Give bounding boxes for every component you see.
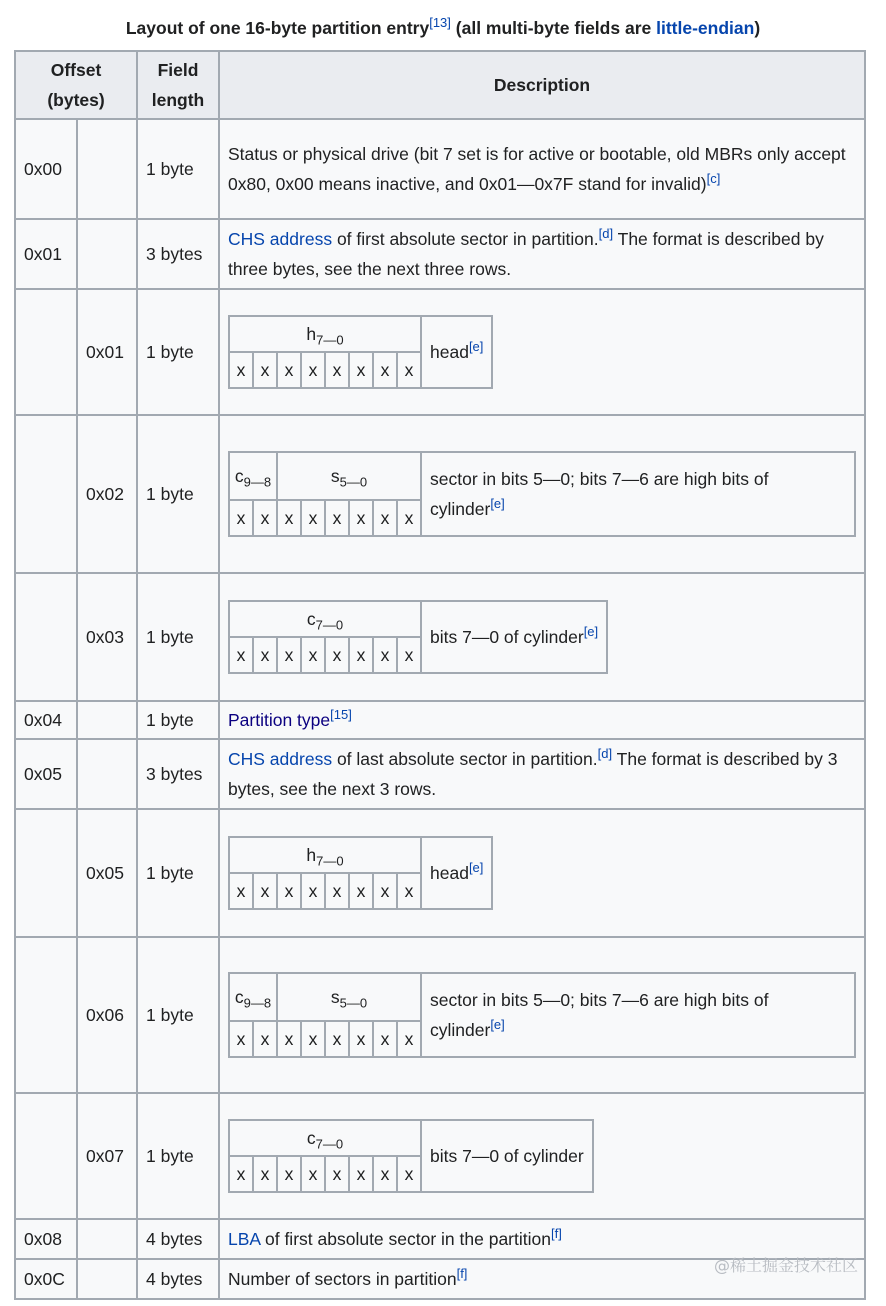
bit-layout-table bbox=[228, 451, 856, 537]
bit-cell: x bbox=[229, 500, 253, 536]
table-row bbox=[15, 415, 865, 573]
sub-offset-cell bbox=[77, 701, 137, 739]
bit-cell: x bbox=[349, 637, 373, 673]
bit-cell: x bbox=[325, 500, 349, 536]
offset-cell: 0x00 bbox=[15, 119, 77, 219]
bit-cell: x bbox=[349, 1021, 373, 1057]
bit-cell: x bbox=[277, 873, 301, 909]
description-cell bbox=[219, 1093, 865, 1219]
bit-description: sector in bits 5—0; bits 7—6 are high bits of cylinder[e] bbox=[421, 452, 855, 536]
bit-cell: x bbox=[229, 1021, 253, 1057]
ref-e-link[interactable]: [e] bbox=[468, 860, 484, 876]
bit-cell: x bbox=[397, 637, 421, 673]
partition-type-link[interactable]: Partition type bbox=[228, 710, 331, 730]
offset-cell bbox=[15, 415, 77, 573]
bit-description: sector in bits 5—0; bits 7—6 are high bits of cylinder[e] bbox=[421, 973, 855, 1057]
offset-cell: 0x04 bbox=[15, 701, 77, 739]
length-cell: 1 byte bbox=[137, 809, 219, 937]
offset-cell: 0x08 bbox=[15, 1219, 77, 1259]
description-cell bbox=[219, 289, 865, 415]
bit-group-header: $s_{5—0}$ bbox=[277, 973, 421, 1021]
partition-entry-table bbox=[14, 50, 866, 1300]
length-cell: 1 byte bbox=[137, 1093, 219, 1219]
sub-offset-cell bbox=[77, 119, 137, 219]
bit-cell: x bbox=[373, 500, 397, 536]
offset-cell bbox=[15, 1093, 77, 1219]
bit-cell: x bbox=[397, 1021, 421, 1057]
header-row bbox=[15, 51, 865, 119]
offset-cell: 0x0C bbox=[15, 1259, 77, 1299]
bit-cell: x bbox=[253, 1156, 277, 1192]
sub-offset-cell: 0x03 bbox=[77, 573, 137, 701]
bit-cell: x bbox=[325, 1021, 349, 1057]
bit-cell: x bbox=[397, 352, 421, 388]
bit-cell: x bbox=[325, 1156, 349, 1192]
table-row bbox=[15, 119, 865, 219]
length-cell: 1 byte bbox=[137, 573, 219, 701]
bit-cell: x bbox=[349, 500, 373, 536]
lba-link[interactable]: LBA bbox=[228, 1229, 261, 1249]
ref-15-link[interactable]: [15] bbox=[330, 707, 352, 723]
bit-cell: x bbox=[277, 500, 301, 536]
table-row bbox=[15, 937, 865, 1093]
bit-cell: x bbox=[301, 352, 325, 388]
sub-offset-cell: 0x06 bbox=[77, 937, 137, 1093]
bit-cell: x bbox=[373, 637, 397, 673]
bit-layout-table bbox=[228, 836, 493, 910]
sub-offset-cell: 0x01 bbox=[77, 289, 137, 415]
bit-group-header: $c_{7—0}$ bbox=[229, 601, 421, 637]
offset-cell bbox=[15, 573, 77, 701]
ref-d-link[interactable]: [d] bbox=[598, 226, 614, 242]
bit-cell: x bbox=[277, 637, 301, 673]
description-cell: CHS address of last absolute sector in partition.[d] The format is described by 3 bytes, see the next 3 rows. bbox=[219, 739, 865, 809]
bit-cell: x bbox=[349, 873, 373, 909]
little-endian-link[interactable]: little-endian bbox=[656, 18, 755, 38]
sub-offset-cell: 0x02 bbox=[77, 415, 137, 573]
bit-cell: x bbox=[397, 500, 421, 536]
offset-cell bbox=[15, 809, 77, 937]
bit-cell: x bbox=[229, 352, 253, 388]
bit-group-header: $c_{9—8}$ bbox=[229, 452, 277, 500]
header-description: Description bbox=[219, 51, 865, 119]
bit-cell: x bbox=[349, 1156, 373, 1192]
length-cell: 1 byte bbox=[137, 415, 219, 573]
bit-cell: x bbox=[253, 873, 277, 909]
bit-cell: x bbox=[373, 1156, 397, 1192]
description-cell bbox=[219, 937, 865, 1093]
bit-cell: x bbox=[277, 1156, 301, 1192]
bit-cell: x bbox=[397, 1156, 421, 1192]
sub-offset-cell: 0x05 bbox=[77, 809, 137, 937]
bit-cell: x bbox=[253, 352, 277, 388]
bit-layout-table bbox=[228, 600, 608, 674]
ref-f-link[interactable]: [f] bbox=[550, 1226, 562, 1242]
length-cell: 3 bytes bbox=[137, 219, 219, 289]
bit-cell: x bbox=[325, 637, 349, 673]
description-cell: LBA of first absolute sector in the partition[f] bbox=[219, 1219, 865, 1259]
length-cell: 1 byte bbox=[137, 701, 219, 739]
bit-description: bits 7—0 of cylinder bbox=[421, 1120, 593, 1192]
bit-cell: x bbox=[277, 352, 301, 388]
chs-address-link[interactable]: CHS address bbox=[228, 229, 333, 249]
bit-group-header: $c_{7—0}$ bbox=[229, 1120, 421, 1156]
bit-cell: x bbox=[301, 873, 325, 909]
bit-description: bits 7—0 of cylinder[e] bbox=[421, 601, 607, 673]
description-cell bbox=[219, 573, 865, 701]
sub-offset-cell: 0x07 bbox=[77, 1093, 137, 1219]
table-row bbox=[15, 289, 865, 415]
bit-cell: x bbox=[373, 352, 397, 388]
table-row bbox=[15, 701, 865, 739]
description-cell bbox=[219, 701, 865, 739]
ref-f-link[interactable]: [f] bbox=[456, 1266, 468, 1282]
watermark: @稀土掘金技术社区 bbox=[713, 1256, 858, 1275]
offset-cell: 0x05 bbox=[15, 739, 77, 809]
table-caption: Layout of one 16-byte partition entry[13] (all multi-byte fields are little-endian) bbox=[125, 15, 761, 38]
bit-cell: x bbox=[397, 873, 421, 909]
sub-offset-cell bbox=[77, 1259, 137, 1299]
bit-cell: x bbox=[301, 1156, 325, 1192]
bit-group-header: $s_{5—0}$ bbox=[277, 452, 421, 500]
bit-layout-table bbox=[228, 315, 493, 389]
description-cell: Number of sectors in partition[f] bbox=[219, 1259, 865, 1299]
length-cell: 1 byte bbox=[137, 937, 219, 1093]
bit-layout-table bbox=[228, 1119, 594, 1193]
description-cell: CHS address of first absolute sector in partition.[d] The format is described by three bytes, see the next three rows. bbox=[219, 219, 865, 289]
description-cell bbox=[219, 415, 865, 573]
ref-d-link[interactable]: [d] bbox=[597, 746, 613, 762]
ref-e-link[interactable]: [e] bbox=[490, 1017, 505, 1033]
length-cell: 4 bytes bbox=[137, 1219, 219, 1259]
bit-description: head[e] bbox=[421, 837, 492, 909]
bit-group-header: $h_{7—0}$ bbox=[229, 316, 421, 352]
table-row bbox=[15, 739, 865, 809]
header-offset: Offset (bytes) bbox=[15, 51, 137, 119]
table-row bbox=[15, 219, 865, 289]
length-cell: 4 bytes bbox=[137, 1259, 219, 1299]
bit-description: head[e] bbox=[421, 316, 492, 388]
ref-e-link[interactable]: [e] bbox=[583, 624, 599, 640]
bit-cell: x bbox=[253, 637, 277, 673]
offset-cell bbox=[15, 289, 77, 415]
bit-cell: x bbox=[277, 1021, 301, 1057]
table-row bbox=[15, 809, 865, 937]
bit-cell: x bbox=[253, 500, 277, 536]
header-field-length: Field length bbox=[137, 51, 219, 119]
sub-offset-cell bbox=[77, 1219, 137, 1259]
offset-cell: 0x01 bbox=[15, 219, 77, 289]
bit-group-header: $h_{7—0}$ bbox=[229, 837, 421, 873]
length-cell: 1 byte bbox=[137, 119, 219, 219]
bit-cell: x bbox=[301, 637, 325, 673]
sub-offset-cell bbox=[77, 739, 137, 809]
bit-cell: x bbox=[349, 352, 373, 388]
bit-cell: x bbox=[229, 873, 253, 909]
table-row bbox=[15, 573, 865, 701]
bit-cell: x bbox=[301, 500, 325, 536]
offset-cell bbox=[15, 937, 77, 1093]
table-row bbox=[15, 1093, 865, 1219]
ref-e-link[interactable]: [e] bbox=[490, 496, 505, 512]
length-cell: 1 byte bbox=[137, 289, 219, 415]
ref-13-link[interactable]: [13] bbox=[429, 15, 451, 31]
ref-c-link[interactable]: [c] bbox=[706, 171, 721, 187]
description-cell bbox=[219, 809, 865, 937]
bit-cell: x bbox=[325, 873, 349, 909]
sub-offset-cell bbox=[77, 219, 137, 289]
bit-group-header: $c_{9—8}$ bbox=[229, 973, 277, 1021]
bit-cell: x bbox=[301, 1021, 325, 1057]
bit-cell: x bbox=[325, 352, 349, 388]
description-cell: Status or physical drive (bit 7 set is for active or bootable, old MBRs only accept 0x80, 0x00 means inactive, and 0x01—0x7F stand for invalid)[c] bbox=[219, 119, 865, 219]
bit-cell: x bbox=[229, 1156, 253, 1192]
chs-address-link[interactable]: CHS address bbox=[228, 749, 333, 769]
bit-cell: x bbox=[253, 1021, 277, 1057]
length-cell: 3 bytes bbox=[137, 739, 219, 809]
bit-cell: x bbox=[373, 873, 397, 909]
ref-e-link[interactable]: [e] bbox=[468, 339, 484, 355]
bit-cell: x bbox=[373, 1021, 397, 1057]
bit-cell: x bbox=[229, 637, 253, 673]
bit-layout-table bbox=[228, 972, 856, 1058]
